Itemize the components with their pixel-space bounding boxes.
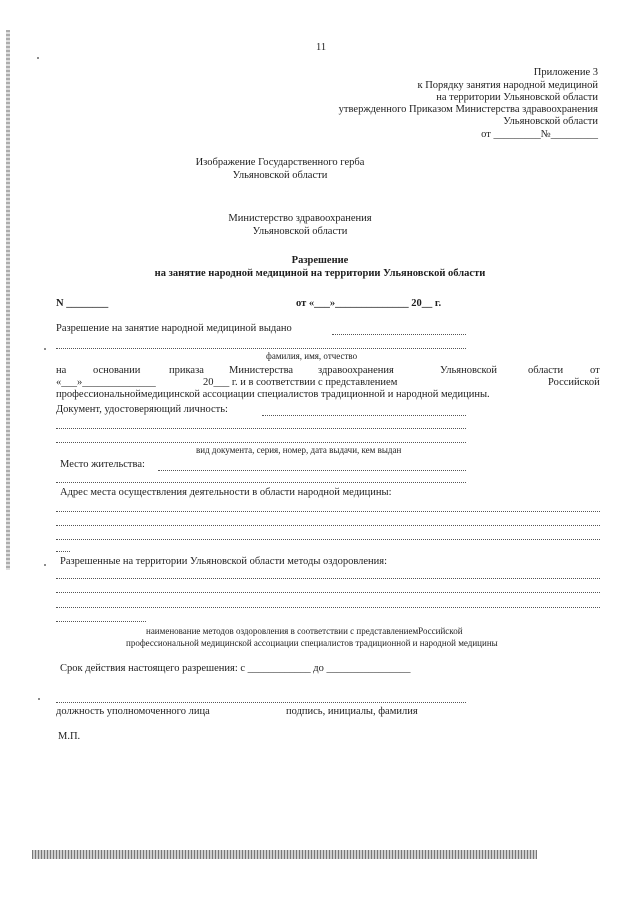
basis-text: Российской xyxy=(548,377,600,388)
official-position-caption: должность уполномоченного лица xyxy=(56,706,210,717)
appendix-line: утвержденного Приказом Министерства здравоохранения xyxy=(338,104,598,115)
fill-line xyxy=(56,592,600,593)
signature-caption: подпись, инициалы, фамилия xyxy=(286,706,418,717)
fill-line xyxy=(56,511,600,512)
fill-line xyxy=(56,442,466,443)
page-number: 11 xyxy=(316,42,327,53)
appendix-line: на территории Ульяновской области xyxy=(436,92,598,103)
id-document-label: Документ, удостоверяющий личность: xyxy=(56,404,228,415)
basis-text: 20___ г. и в соответствии с представлением xyxy=(203,377,398,388)
methods-label: Разрешенные на территории Ульяновской области методы оздоровления: xyxy=(60,556,388,567)
basis-word: приказа xyxy=(169,365,204,376)
basis-word: от xyxy=(590,365,600,376)
stamp-place: М.П. xyxy=(58,731,81,742)
methods-caption: наименование методов оздоровления в соответствии с представлениемРоссийской xyxy=(146,626,463,636)
scan-speck xyxy=(38,698,40,700)
id-document-caption: вид документа, серия, номер, дата выдачи, кем выдан xyxy=(196,445,402,455)
basis-word: основании xyxy=(93,365,141,376)
permit-date: от «___»______________ 20__ г. xyxy=(296,298,442,309)
basis-word: области xyxy=(528,365,564,376)
scan-speck xyxy=(44,564,46,566)
basis-word: здравоохранения xyxy=(318,365,394,376)
scan-edge-left xyxy=(6,30,10,570)
emblem-caption: Изображение Государственного герба xyxy=(195,157,365,168)
appendix-line: Приложение 3 xyxy=(533,67,598,78)
residence-label: Место жительства: xyxy=(60,459,145,470)
basis-word: Ульяновской xyxy=(440,365,497,376)
document-subtitle: на занятие народной медициной на территории Ульяновской области xyxy=(154,268,486,279)
ministry-name: Ульяновской области xyxy=(252,226,348,237)
document-title: Разрешение xyxy=(291,255,349,266)
ministry-name: Министерство здравоохранения xyxy=(228,213,372,224)
scan-speck xyxy=(37,57,39,59)
validity-label: Срок действия настоящего разрешения: с ____________ до ________________ xyxy=(60,663,411,674)
fill-line xyxy=(56,578,600,579)
emblem-caption: Ульяновской области xyxy=(232,170,328,181)
methods-caption: профессиональной медицинской ассоциации специалистов традиционной и народной медицины xyxy=(126,638,498,648)
fill-line xyxy=(262,415,466,416)
basis-date: «___»______________ xyxy=(56,377,156,388)
fill-line xyxy=(56,551,70,552)
fill-line xyxy=(56,607,600,608)
scan-edge-bottom xyxy=(32,850,537,859)
fill-line xyxy=(56,482,466,483)
fill-line xyxy=(56,348,466,349)
basis-word: на xyxy=(56,365,67,376)
fill-line xyxy=(332,334,466,335)
fill-line xyxy=(56,621,146,622)
activity-address-label: Адрес места осуществления деятельности в области народной медицины: xyxy=(60,487,392,498)
permit-number: N ________ xyxy=(56,298,109,309)
appendix-date-line: от _________№_________ xyxy=(481,129,598,140)
basis-text: профессиональноймедицинской ассоциации специалистов традиционной и народной медицины. xyxy=(56,389,490,400)
appendix-line: к Порядку занятия народной медициной xyxy=(417,80,598,91)
basis-word: Министерства xyxy=(229,365,294,376)
fill-line xyxy=(56,539,600,540)
fill-line xyxy=(158,470,466,471)
scan-speck xyxy=(44,348,46,350)
signature-line xyxy=(56,702,466,703)
issued-to-label: Разрешение на занятие народной медициной выдано xyxy=(56,323,292,334)
fill-line xyxy=(56,428,466,429)
fio-caption: фамилия, имя, отчество xyxy=(266,351,358,361)
fill-line xyxy=(56,525,600,526)
appendix-line: Ульяновской области xyxy=(503,116,598,127)
